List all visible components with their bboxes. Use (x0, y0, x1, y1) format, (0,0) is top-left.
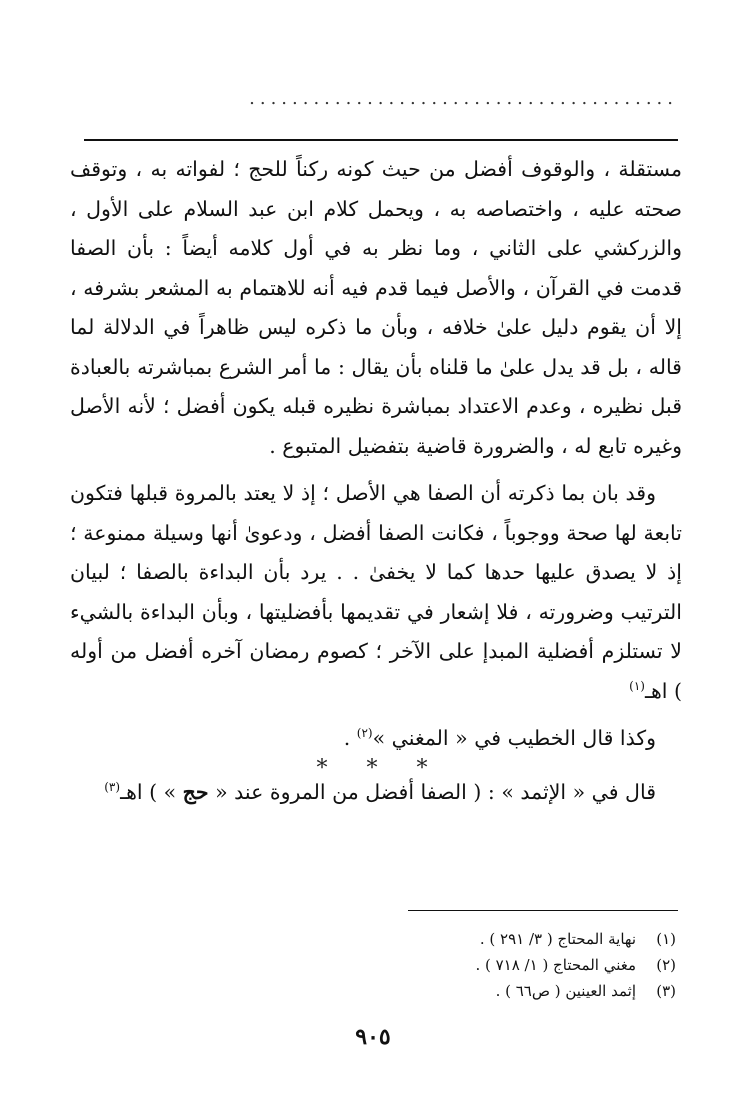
section-separator: * * * (316, 756, 444, 781)
paragraph-1: مستقلة ، والوقوف أفضل من حيث كونه ركناً للحج ؛ لفواته به ، وتوقف صحته عليه ، واختصاصه به ، ويحمل كلام ابن عبد السلام على الأول ، والزركشي على الثاني ، وما نظر به في أول كلامه أيضاً : بأن الصفا قدمت في القرآن ، والأصل فيما قدم فيه أنه للاهتمام به المشعر بشرفه ، إلا أن يقوم دليل علىٰ خلافه ، وبأن ما ذكره ليس ظاهراً في الدلالة لما قاله ، بل قد يدل علىٰ ما قلناه بأن يقال : ما أمر الشرع بمباشرته بالعبادة قبل نظيره ، وعدم الاعتداد بمباشرة نظيره قبله يكون أفضل ؛ لأنه الأصل وغيره تابع له ، والضرورة قاضية بتفضيل المتبوع . (70, 157, 682, 458)
footnote-2 (300, 952, 676, 978)
paragraph-2-text: وقد بان بما ذكرته أن الصفا هي الأصل ؛ إذ لا يعتد بالمروة قبلها فتكون تابعة لها صحة ووجوباً ، فكانت الصفا أفضل ، ودعوىٰ أنها وسيلة ممنوعة ؛ إذ لا يصدق عليها حدها كما لا يخفىٰ . . يرد بأن البداءة بالصفا ؛ لبيان الترتيب وضرورته ، فلا إشعار في تقديمها بأفضليتها ، وبأن البداءة بالشيء لا تستلزم أفضلية المبدإ على الآخر ؛ كصوم رمضان آخره أفضل من أوله ) اهـ (70, 481, 682, 703)
paragraph-3 (70, 719, 682, 759)
footnote-ref-2: (٢) (356, 726, 373, 741)
footnote-2-num: (٢) (656, 956, 676, 974)
header-rule (84, 139, 678, 141)
footnote-1-num: (١) (656, 930, 676, 948)
footnote-rule (408, 910, 678, 911)
paragraph-4-end: » ) اهـ (120, 779, 183, 804)
footnote-3-num: (٣) (656, 982, 676, 1000)
header-dots: ........................................ (249, 88, 678, 109)
footnote-ref-1: (١) (629, 678, 645, 693)
paragraph-4-start: قال في « الإثمد » : ( الصفا أفضل من المروة عند « (208, 779, 656, 804)
main-text (70, 150, 682, 812)
paragraph-3-end: . (343, 726, 357, 750)
footnote-3 (300, 978, 676, 1004)
footnotes (300, 926, 676, 1004)
footnote-1 (300, 926, 676, 952)
footnote-3-text: إثمد العينين ( ص٦٦ ) . (495, 982, 636, 1000)
paragraph-3-text: وكذا قال الخطيب في « المغني » (372, 726, 656, 750)
paragraph-2 (70, 474, 682, 711)
footnote-ref-3: (٣) (104, 779, 121, 794)
paragraph-4-bold: حج (182, 779, 209, 804)
footnote-1-text: نهاية المحتاج ( ٣/ ٢٩١ ) . (479, 930, 636, 948)
page-number: ٩٠٥ (355, 1024, 391, 1050)
footnote-2-text: مغني المحتاج ( ١/ ٧١٨ ) . (475, 956, 636, 974)
